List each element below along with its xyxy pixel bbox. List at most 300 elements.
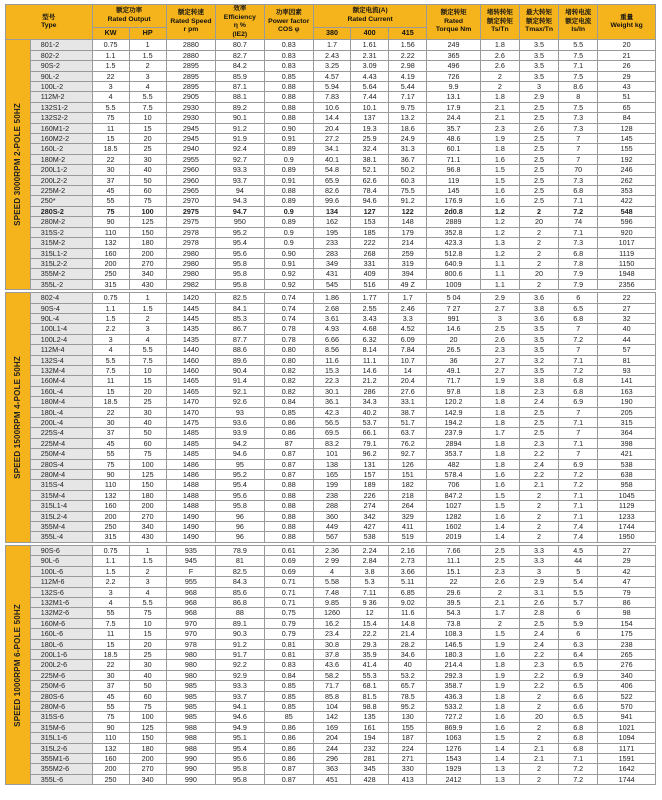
table-row bbox=[6, 712, 656, 722]
cell-torque: 48.6 bbox=[427, 134, 481, 144]
cell-type: 100L1-4 bbox=[30, 324, 92, 334]
cell-speed: 968 bbox=[166, 608, 215, 618]
cell-current-400: 1.77 bbox=[351, 293, 389, 303]
cell-speed: 2978 bbox=[166, 238, 215, 248]
cell-torque: 71.7 bbox=[427, 376, 481, 386]
cell-current-400: 286 bbox=[351, 386, 389, 396]
cell-kw: 30 bbox=[92, 670, 129, 680]
cell-current-415: 4.52 bbox=[389, 324, 427, 334]
cell-current-400: 185 bbox=[351, 227, 389, 237]
cell-type: 315L2-2 bbox=[30, 258, 92, 268]
cell-current-400: 21.2 bbox=[351, 376, 389, 386]
cell-current-400: 281 bbox=[351, 754, 389, 764]
cell-tmax-tn: 2.1 bbox=[519, 743, 558, 753]
cell-current-380: 34.1 bbox=[313, 144, 350, 154]
cell-ts-tn: 1.8 bbox=[480, 701, 519, 711]
cell-efficiency: 94.7 bbox=[216, 206, 264, 216]
cell-current-380: 363 bbox=[313, 764, 350, 774]
cell-current-415: 36.7 bbox=[389, 154, 427, 164]
table-row bbox=[6, 438, 656, 448]
cell-tmax-tn: 2 bbox=[519, 511, 558, 521]
cell-ts-tn: 1.8 bbox=[480, 92, 519, 102]
cell-efficiency: 94.1 bbox=[216, 701, 264, 711]
cell-torque: 706 bbox=[427, 480, 481, 490]
cell-current-400: 222 bbox=[351, 238, 389, 248]
cell-type: 280M-4 bbox=[30, 470, 92, 480]
cell-current-380: 2 99 bbox=[313, 556, 350, 566]
cell-kw: 22 bbox=[92, 660, 129, 670]
cell-kw: 200 bbox=[92, 511, 129, 521]
cell-speed: 2960 bbox=[166, 175, 215, 185]
cell-torque: 533.2 bbox=[427, 701, 481, 711]
cell-hp: 25 bbox=[129, 397, 166, 407]
cell-current-400: 66.1 bbox=[351, 428, 389, 438]
cell-current-380: 16.2 bbox=[313, 618, 350, 628]
speed-group-text: SPEED 3000RPM 2-POLE 50HZ bbox=[13, 103, 23, 227]
cell-current-400: 268 bbox=[351, 248, 389, 258]
table-row bbox=[6, 50, 656, 60]
cell-torque: 640.9 bbox=[427, 258, 481, 268]
cell-tmax-tn: 2 bbox=[519, 248, 558, 258]
cell-weight: 406 bbox=[598, 681, 656, 691]
cell-efficiency: 84.1 bbox=[216, 303, 264, 313]
cell-type: 90S-2 bbox=[30, 61, 92, 71]
cell-kw: 11 bbox=[92, 123, 129, 133]
cell-efficiency: 85.3 bbox=[216, 313, 264, 323]
cell-torque: 436.3 bbox=[427, 691, 481, 701]
cell-ts-tn: 1.6 bbox=[480, 196, 519, 206]
cell-tmax-tn: 3 bbox=[519, 566, 558, 576]
cell-weight: 44 bbox=[598, 334, 656, 344]
cell-weight: 941 bbox=[598, 712, 656, 722]
table-row bbox=[6, 293, 656, 303]
cell-torque: 726 bbox=[427, 71, 481, 81]
cell-current-400: 2.55 bbox=[351, 303, 389, 313]
cell-current-415: 1.7 bbox=[389, 293, 427, 303]
cell-current-380: 85.8 bbox=[313, 691, 350, 701]
cell-current-415: 271 bbox=[389, 754, 427, 764]
cell-efficiency: 93.7 bbox=[216, 691, 264, 701]
cell-type: 315M-2 bbox=[30, 238, 92, 248]
cell-hp: 270 bbox=[129, 258, 166, 268]
cell-current-400: 7.11 bbox=[351, 587, 389, 597]
cell-weight: 353 bbox=[598, 186, 656, 196]
cell-hp: 100 bbox=[129, 459, 166, 469]
cell-kw: 37 bbox=[92, 681, 129, 691]
cell-hp: 50 bbox=[129, 175, 166, 185]
cell-ts-tn: 2 bbox=[480, 618, 519, 628]
cell-tmax-tn: 2.4 bbox=[519, 397, 558, 407]
cell-kw: 5.5 bbox=[92, 102, 129, 112]
cell-tmax-tn: 2.6 bbox=[519, 123, 558, 133]
cell-is-in: 6.4 bbox=[559, 649, 598, 659]
cell-power-factor: 0.82 bbox=[264, 386, 313, 396]
cell-tmax-tn: 3.6 bbox=[519, 293, 558, 303]
cell-hp: 40 bbox=[129, 670, 166, 680]
cell-current-380: 14.4 bbox=[313, 113, 350, 123]
cell-torque: 71.1 bbox=[427, 154, 481, 164]
cell-torque: 17.9 bbox=[427, 102, 481, 112]
cell-power-factor: 0.82 bbox=[264, 365, 313, 375]
cell-weight: 1948 bbox=[598, 269, 656, 279]
cell-hp: 270 bbox=[129, 764, 166, 774]
cell-speed: 945 bbox=[166, 556, 215, 566]
cell-tmax-tn: 3 bbox=[519, 82, 558, 92]
cell-type: 132S2-2 bbox=[30, 113, 92, 123]
cell-power-factor: 0.89 bbox=[264, 144, 313, 154]
cell-current-415: 151 bbox=[389, 470, 427, 480]
cell-hp: 340 bbox=[129, 522, 166, 532]
cell-speed: 2895 bbox=[166, 82, 215, 92]
col-power-factor: 功率因素 Power factor COS φ bbox=[264, 5, 313, 40]
cell-tmax-tn: 2.5 bbox=[519, 186, 558, 196]
cell-is-in: 6.5 bbox=[559, 712, 598, 722]
cell-current-415: 27.6 bbox=[389, 386, 427, 396]
cell-type: 200L-4 bbox=[30, 418, 92, 428]
cell-ts-tn: 1.5 bbox=[480, 733, 519, 743]
cell-power-factor: 0.69 bbox=[264, 566, 313, 576]
cell-is-in: 6.5 bbox=[559, 303, 598, 313]
cell-current-380: 71.7 bbox=[313, 681, 350, 691]
cell-current-415: 6.09 bbox=[389, 334, 427, 344]
cell-kw: 55 bbox=[92, 701, 129, 711]
cell-is-in: 6.8 bbox=[559, 248, 598, 258]
cell-power-factor: 0.92 bbox=[264, 269, 313, 279]
cell-ts-tn: 1.9 bbox=[480, 670, 519, 680]
cell-current-400: 189 bbox=[351, 480, 389, 490]
cell-hp: 3 bbox=[129, 577, 166, 587]
cell-current-400: 427 bbox=[351, 522, 389, 532]
cell-ts-tn: 1.4 bbox=[480, 532, 519, 542]
cell-speed: 935 bbox=[166, 545, 215, 555]
cell-power-factor: 0.83 bbox=[264, 40, 313, 50]
cell-hp: 125 bbox=[129, 722, 166, 732]
table-row bbox=[6, 154, 656, 164]
cell-tmax-tn: 20 bbox=[519, 217, 558, 227]
cell-is-in: 5.5 bbox=[559, 40, 598, 50]
cell-power-factor: 0.88 bbox=[264, 501, 313, 511]
cell-tmax-tn: 2 bbox=[519, 227, 558, 237]
cell-hp: 1 bbox=[129, 545, 166, 555]
cell-weight: 1744 bbox=[598, 522, 656, 532]
cell-type: 90L-6 bbox=[30, 556, 92, 566]
cell-power-factor: 0.89 bbox=[264, 196, 313, 206]
cell-efficiency: 95.8 bbox=[216, 269, 264, 279]
cell-speed: 2978 bbox=[166, 227, 215, 237]
cell-current-415: 2.16 bbox=[389, 545, 427, 555]
cell-current-380: 8.56 bbox=[313, 345, 350, 355]
cell-weight: 57 bbox=[598, 345, 656, 355]
cell-weight: 920 bbox=[598, 227, 656, 237]
cell-torque: 49.1 bbox=[427, 365, 481, 375]
cell-efficiency: 95.2 bbox=[216, 227, 264, 237]
cell-current-400: 6.32 bbox=[351, 334, 389, 344]
cell-current-380: 82.6 bbox=[313, 186, 350, 196]
table-row bbox=[6, 334, 656, 344]
cell-kw: 30 bbox=[92, 418, 129, 428]
cell-type: 802-4 bbox=[30, 293, 92, 303]
cell-hp: 75 bbox=[129, 608, 166, 618]
cell-weight: 81 bbox=[598, 355, 656, 365]
cell-efficiency: 94 bbox=[216, 186, 264, 196]
cell-power-factor: 0.88 bbox=[264, 511, 313, 521]
table-row bbox=[6, 397, 656, 407]
cell-type: 180M-4 bbox=[30, 397, 92, 407]
table-row bbox=[6, 123, 656, 133]
cell-current-380: 288 bbox=[313, 501, 350, 511]
cell-current-415: 10.7 bbox=[389, 355, 427, 365]
cell-tmax-tn: 2 bbox=[519, 691, 558, 701]
cell-ts-tn: 1.8 bbox=[480, 144, 519, 154]
cell-current-380: 1.86 bbox=[313, 293, 350, 303]
cell-current-415: 14.8 bbox=[389, 618, 427, 628]
cell-current-380: 451 bbox=[313, 774, 350, 784]
cell-kw: 45 bbox=[92, 691, 129, 701]
cell-tmax-tn: 2.5 bbox=[519, 428, 558, 438]
col-ts-tn: 堵转转矩 额定转矩 Ts/Tn bbox=[480, 5, 519, 40]
cell-kw: 18.5 bbox=[92, 397, 129, 407]
cell-hp: 340 bbox=[129, 774, 166, 784]
cell-is-in: 7.3 bbox=[559, 113, 598, 123]
cell-power-factor: 0.85 bbox=[264, 701, 313, 711]
cell-is-in: 6.6 bbox=[559, 691, 598, 701]
cell-current-400: 38.1 bbox=[351, 154, 389, 164]
cell-torque: 7 27 bbox=[427, 303, 481, 313]
cell-type: 355M-2 bbox=[30, 269, 92, 279]
cell-is-in: 6.8 bbox=[559, 313, 598, 323]
cell-current-415: 24.9 bbox=[389, 134, 427, 144]
cell-torque: 14.6 bbox=[427, 324, 481, 334]
cell-tmax-tn: 2.5 bbox=[519, 175, 558, 185]
cell-current-380: 7.83 bbox=[313, 92, 350, 102]
cell-speed: 1460 bbox=[166, 365, 215, 375]
cell-is-in: 5.5 bbox=[559, 587, 598, 597]
cell-power-factor: 0.88 bbox=[264, 490, 313, 500]
cell-hp: 180 bbox=[129, 490, 166, 500]
cell-speed: 988 bbox=[166, 743, 215, 753]
cell-current-415: 53.2 bbox=[389, 670, 427, 680]
col-efficiency: 效率 Efficiency η % (IE2) bbox=[216, 5, 264, 40]
table-row bbox=[6, 376, 656, 386]
cell-current-400: 9 36 bbox=[351, 597, 389, 607]
cell-tmax-tn: 2 bbox=[519, 532, 558, 542]
cell-tmax-tn: 2 bbox=[519, 206, 558, 216]
cell-kw: 90 bbox=[92, 470, 129, 480]
cell-weight: 538 bbox=[598, 459, 656, 469]
cell-current-415: 49 Z bbox=[389, 279, 427, 289]
cell-is-in: 6 bbox=[559, 293, 598, 303]
cell-torque: 54.3 bbox=[427, 608, 481, 618]
cell-speed: 1420 bbox=[166, 293, 215, 303]
table-row bbox=[6, 407, 656, 417]
cell-hp: 150 bbox=[129, 480, 166, 490]
cell-weight: 1950 bbox=[598, 532, 656, 542]
cell-type: 132S-6 bbox=[30, 587, 92, 597]
cell-type: 315L1-4 bbox=[30, 501, 92, 511]
cell-ts-tn: 1.3 bbox=[480, 238, 519, 248]
cell-kw: 37 bbox=[92, 175, 129, 185]
cell-is-in: 7.4 bbox=[559, 522, 598, 532]
cell-tmax-tn: 2.2 bbox=[519, 649, 558, 659]
col-hp: HP bbox=[129, 27, 166, 40]
cell-speed: 2930 bbox=[166, 113, 215, 123]
cell-hp: 50 bbox=[129, 428, 166, 438]
cell-speed: 1485 bbox=[166, 449, 215, 459]
cell-speed: 2955 bbox=[166, 154, 215, 164]
cell-speed: 2945 bbox=[166, 134, 215, 144]
cell-type: 132S1-2 bbox=[30, 102, 92, 112]
cell-speed: 980 bbox=[166, 660, 215, 670]
cell-weight: 398 bbox=[598, 438, 656, 448]
table-row bbox=[6, 313, 656, 323]
cell-type: 132M1-6 bbox=[30, 597, 92, 607]
cell-speed: 990 bbox=[166, 764, 215, 774]
cell-type: 180M-2 bbox=[30, 154, 92, 164]
cell-speed: 2970 bbox=[166, 196, 215, 206]
cell-kw: 75 bbox=[92, 206, 129, 216]
cell-weight: 522 bbox=[598, 691, 656, 701]
cell-speed: 1470 bbox=[166, 397, 215, 407]
cell-is-in: 6.3 bbox=[559, 639, 598, 649]
cell-kw: 75 bbox=[92, 113, 129, 123]
cell-current-400: 40.2 bbox=[351, 407, 389, 417]
cell-tmax-tn: 2.5 bbox=[519, 165, 558, 175]
cell-current-400: 7.44 bbox=[351, 92, 389, 102]
cell-kw: 2.2 bbox=[92, 577, 129, 587]
cell-current-415: 6.85 bbox=[389, 587, 427, 597]
cell-speed: 1445 bbox=[166, 303, 215, 313]
cell-ts-tn: 1.8 bbox=[480, 438, 519, 448]
cell-kw: 250 bbox=[92, 774, 129, 784]
table-row bbox=[6, 196, 656, 206]
cell-hp: 150 bbox=[129, 733, 166, 743]
cell-current-415: 214 bbox=[389, 238, 427, 248]
cell-ts-tn: 1.4 bbox=[480, 743, 519, 753]
cell-current-400: 62.6 bbox=[351, 175, 389, 185]
cell-current-415: 95.2 bbox=[389, 701, 427, 711]
cell-current-400: 157 bbox=[351, 470, 389, 480]
cell-current-380: 4.93 bbox=[313, 324, 350, 334]
col-weight: 重量 Weight kg bbox=[598, 5, 656, 40]
cell-efficiency: 87.7 bbox=[216, 334, 264, 344]
cell-is-in: 6.9 bbox=[559, 397, 598, 407]
cell-current-415: 126 bbox=[389, 459, 427, 469]
cell-weight: 205 bbox=[598, 407, 656, 417]
cell-kw: 3 bbox=[92, 334, 129, 344]
cell-ts-tn: 2 bbox=[480, 71, 519, 81]
cell-weight: 29 bbox=[598, 556, 656, 566]
cell-current-400: 232 bbox=[351, 743, 389, 753]
cell-current-415: 78.5 bbox=[389, 691, 427, 701]
cell-torque: 2019 bbox=[427, 532, 481, 542]
cell-current-400: 2.31 bbox=[351, 50, 389, 60]
cell-torque: 237.9 bbox=[427, 428, 481, 438]
cell-speed: 2880 bbox=[166, 50, 215, 60]
cell-power-factor: 0.83 bbox=[264, 50, 313, 60]
cell-is-in: 7 bbox=[559, 144, 598, 154]
cell-type: 280S-4 bbox=[30, 459, 92, 469]
table-row bbox=[6, 608, 656, 618]
cell-efficiency: 93.3 bbox=[216, 165, 264, 175]
cell-kw: 160 bbox=[92, 501, 129, 511]
cell-current-380: 30.1 bbox=[313, 386, 350, 396]
table-row bbox=[6, 501, 656, 511]
cell-torque: 727.2 bbox=[427, 712, 481, 722]
cell-current-400: 428 bbox=[351, 774, 389, 784]
cell-power-factor: 0.85 bbox=[264, 71, 313, 81]
cell-current-380: 2.43 bbox=[313, 50, 350, 60]
cell-weight: 1591 bbox=[598, 754, 656, 764]
cell-weight: 27 bbox=[598, 303, 656, 313]
cell-efficiency: 95.4 bbox=[216, 480, 264, 490]
cell-weight: 1233 bbox=[598, 511, 656, 521]
cell-tmax-tn: 2 bbox=[519, 258, 558, 268]
cell-speed: 1435 bbox=[166, 334, 215, 344]
cell-ts-tn: 2.5 bbox=[480, 545, 519, 555]
cell-efficiency: 92.1 bbox=[216, 386, 264, 396]
cell-power-factor: 0.74 bbox=[264, 303, 313, 313]
cell-weight: 22 bbox=[598, 293, 656, 303]
cell-weight: 422 bbox=[598, 196, 656, 206]
cell-is-in: 7.9 bbox=[559, 269, 598, 279]
cell-speed: 1435 bbox=[166, 324, 215, 334]
cell-power-factor: 0.88 bbox=[264, 532, 313, 542]
cell-power-factor: 0.88 bbox=[264, 186, 313, 196]
cell-is-in: 7 bbox=[559, 134, 598, 144]
cell-tmax-tn: 20 bbox=[519, 712, 558, 722]
cell-ts-tn: 2.3 bbox=[480, 566, 519, 576]
cell-current-400: 345 bbox=[351, 764, 389, 774]
cell-tmax-tn: 2.8 bbox=[519, 608, 558, 618]
cell-torque: 214.4 bbox=[427, 660, 481, 670]
cell-power-factor: 0.84 bbox=[264, 397, 313, 407]
cell-current-400: 2.24 bbox=[351, 545, 389, 555]
cell-efficiency: 78.9 bbox=[216, 545, 264, 555]
cell-weight: 65 bbox=[598, 102, 656, 112]
cell-torque: 97.8 bbox=[427, 386, 481, 396]
cell-kw: 75 bbox=[92, 459, 129, 469]
cell-power-factor: 0.86 bbox=[264, 733, 313, 743]
cell-speed: 978 bbox=[166, 639, 215, 649]
cell-ts-tn: 1.6 bbox=[480, 470, 519, 480]
cell-is-in: 7.1 bbox=[559, 438, 598, 448]
cell-hp: 50 bbox=[129, 681, 166, 691]
cell-tmax-tn: 2.5 bbox=[519, 113, 558, 123]
motor-spec-table bbox=[5, 4, 656, 785]
cell-weight: 86 bbox=[598, 597, 656, 607]
cell-efficiency: 95.6 bbox=[216, 754, 264, 764]
cell-torque: 26.5 bbox=[427, 345, 481, 355]
cell-efficiency: 92.4 bbox=[216, 144, 264, 154]
cell-type: 200L1-2 bbox=[30, 165, 92, 175]
cell-tmax-tn: 2.5 bbox=[519, 618, 558, 628]
cell-weight: 421 bbox=[598, 449, 656, 459]
cell-tmax-tn: 3.5 bbox=[519, 61, 558, 71]
cell-current-415: 411 bbox=[389, 522, 427, 532]
cell-current-400: 35.9 bbox=[351, 649, 389, 659]
cell-current-415: 3.66 bbox=[389, 566, 427, 576]
cell-ts-tn: 1.4 bbox=[480, 754, 519, 764]
cell-current-380: 30.8 bbox=[313, 639, 350, 649]
table-row bbox=[6, 279, 656, 289]
cell-power-factor: 0.90 bbox=[264, 248, 313, 258]
cell-current-380: 134 bbox=[313, 206, 350, 216]
cell-speed: 2975 bbox=[166, 217, 215, 227]
cell-power-factor: 0.71 bbox=[264, 577, 313, 587]
cell-current-380: 37.8 bbox=[313, 649, 350, 659]
cell-type: 250M-6 bbox=[30, 681, 92, 691]
cell-hp: 7.5 bbox=[129, 102, 166, 112]
